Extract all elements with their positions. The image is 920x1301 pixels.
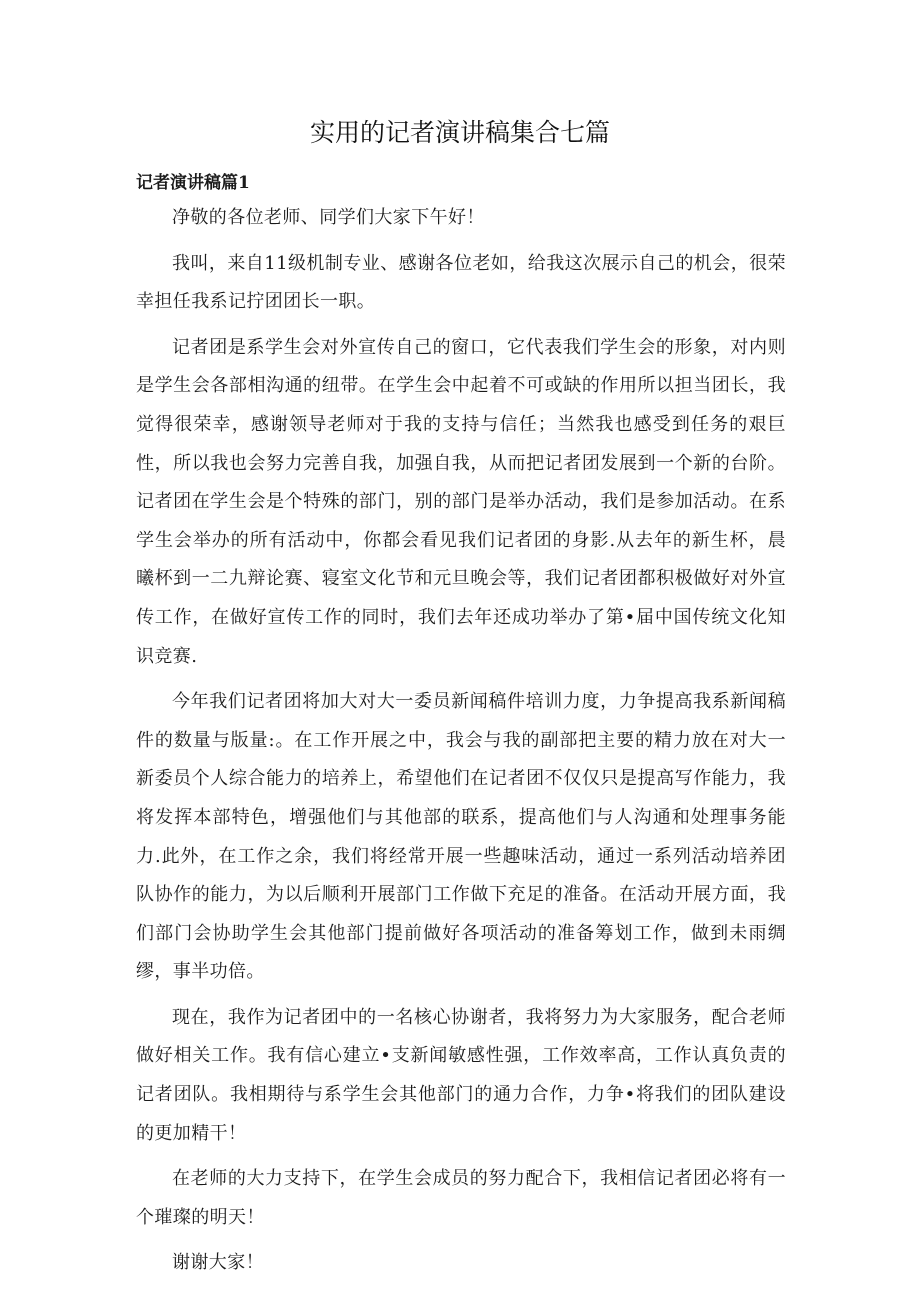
paragraph-thanks: 谢谢大家！	[172, 1252, 264, 1274]
paragraph-commitment: 现在，我作为记者团中的一名核心协谢者，我将努力为大家服务，配合老师做好相关工作。我有信心建立•支新闻敏感性强，工作效率高，工作认真负责的记者团队。我相期待与系学生会其他部门的通力合作，力争•将我们的团队建设的更加精干！	[136, 1006, 786, 1144]
document-body	[136, 199, 786, 1290]
paragraph-greeting: 净敬的各位老师、同学们大家下午好！	[172, 207, 485, 228]
paragraph-plans: 今年我们记者团将加大对大一委员新闻稿件培训力度，力争提高我系新闻稿件的数量与版量:。在工作开展之中，我会与我的副部把主要的精力放在对大一新委员个人综合能力的培养上，希望他们在记者团不仅仅只是提高写作能力，我将发挥本部特色，增强他们与其他部的联系，提高他们与人沟通和处理事务能力.此外，在工作之余，我们将经常开展一些趣味活动，通过一系列活动培养团队协作的能力，为以后顺利开展部门工作做下充足的准备。在活动开展方面，我们部门会协助学生会其他部门提前做好各项活动的准备筹划工作，做到未雨绸缪，事半功倍。	[136, 691, 786, 983]
paragraph-outlook: 在老师的大力支持下，在学生会成员的努力配合下，我相信记者团必将有一个璀璨的明天！	[136, 1168, 786, 1228]
paragraph-introduction: 我叫，来自11级机制专业、感谢各位老如，给我这次展示自己的机会，很荣幸担任我系记拧团团长一职。	[136, 252, 786, 313]
paragraph-role: 记者团是系学生会对外宣传自己的窗口，它代表我们学生会的形象，对内则是学生会各部相沟通的纽带。在学生会中起着不可或缺的作用所以担当团长，我觉得很荣幸，感谢领导老师对于我的支持与信任；当然我也感受到任务的艰巨性，所以我也会努力完善自我，加强自我，从而把记者团发展到一个新的台阶。记者团在学生会是个特殊的部门，别的部门是举办活动，我们是参加活动。在系学生会举办的所有活动中，你都会看见我们记者团的身影.从去年的新生杯，晨曦杯到一二九辩论赛、寝室文化节和元旦晚会等，我们记者团都积极做好对外宣传工作，在做好宣传工作的同时，我们去年还成功举办了第•届中国传统文化知识竞赛.	[136, 336, 786, 667]
document-title: 实用的记者演讲稿集合七篇	[309, 118, 610, 147]
section-heading: 记者演讲稿篇1	[136, 173, 250, 193]
